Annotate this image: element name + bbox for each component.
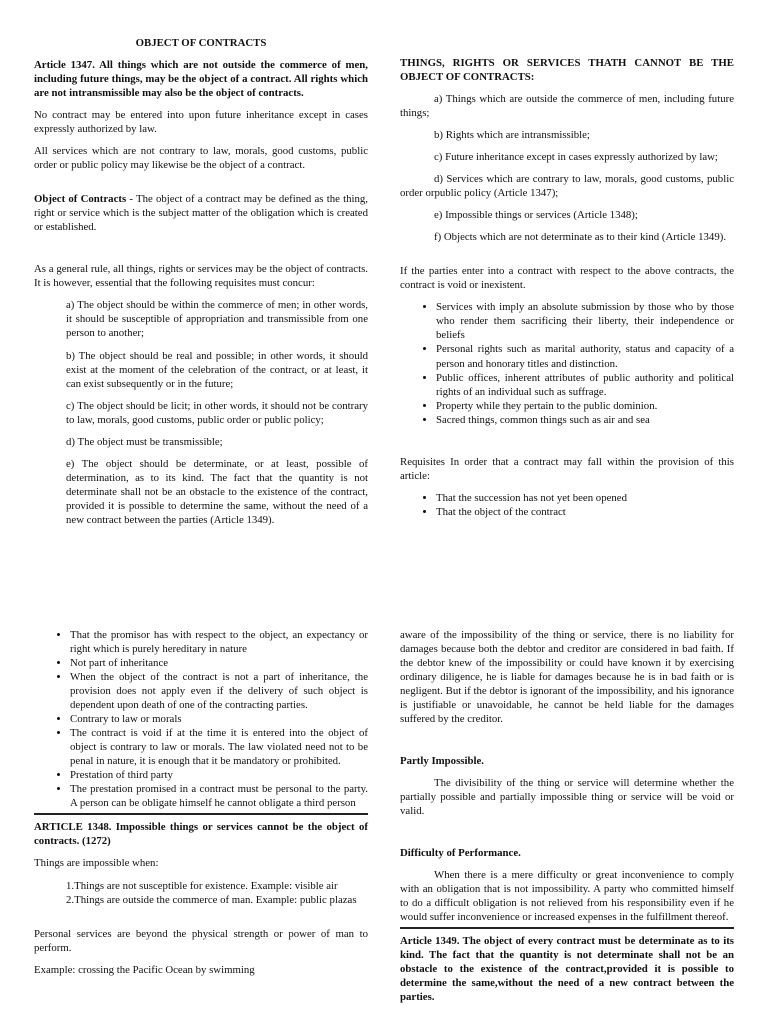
cannot-item-e: e) Impossible things or services (Article 1348); <box>434 209 638 222</box>
page1-left-column <box>34 36 368 535</box>
paragraph-requisites: Requisites In order that a contract may fall within the provision of this article: <box>400 455 734 482</box>
paragraph-example: Example: crossing the Pacific Ocean by swimming <box>34 963 255 976</box>
paragraph-difficulty: When there is a mere difficulty or great inconvenience to comply with an obligation that is not impossibility. A party who committed himself to do a difficult obligation is not relieved from his responsibility even if he would suffer inconvenience or increased expenses in the fulfillment thereof. <box>400 869 734 924</box>
list-item: • That the object of the contract <box>436 505 734 519</box>
section-heading-cannot-be-object: THINGS, RIGHTS OR SERVICES THATH CANNOT BE THE OBJECT OF CONTRACTS: <box>400 57 734 84</box>
list-item: • Prestation of third party <box>70 768 368 782</box>
requisite-a: a) The object should be within the commerce of men; in other words, it should be susceptible of appropriation and transmissible from one person to another; <box>66 299 368 340</box>
bullet-list-continued <box>34 628 368 810</box>
definition-text: - The object of a contract may be defined as the thing, right or service which is the subject matter of the obligation which is created or established. <box>34 193 368 234</box>
bullet-list-requisites <box>400 491 734 519</box>
requisite-c: c) The object should be licit; in other words, it should not be contrary to law, morals, good customs, public order or public policy; <box>66 399 368 426</box>
list-item: • The prestation promised in a contract must be personal to the party. A person can be obligate himself he cannot obligate a third person <box>70 782 368 810</box>
list-item: • Not part of inheritance <box>70 656 368 670</box>
impossible-item-2: 2.Things are outside the commerce of man. Example: public plazas <box>66 893 357 906</box>
heading-partly-impossible: Partly Impossible. <box>400 755 484 768</box>
page1-right-column <box>400 56 734 527</box>
cannot-item-f: f) Objects which are not determinate as to their kind (Article 1349). <box>434 231 727 244</box>
bullet-list-examples <box>400 300 734 426</box>
list-item: • That the promisor has with respect to the object, an expectancy or right which is purely hereditary in nature <box>70 628 368 656</box>
paragraph-general-rule: As a general rule, all things, rights or services may be the object of contracts. It is however, essential that the following requisites must concur: <box>34 263 368 290</box>
impossible-item-1: 1.Things are not susceptible for existence. Example: visible air <box>66 879 338 892</box>
page-title: OBJECT OF CONTRACTS <box>135 37 267 49</box>
divider-line <box>400 927 734 929</box>
page2-left-column <box>34 628 368 985</box>
list-item: • Services with imply an absolute submission by those who by those who render them sacrificing their liberty, their independence or beliefs <box>436 300 734 342</box>
paragraph-impossibility-liability: aware of the impossibility of the thing or service, there is no liability for damages because both the debtor and creditor are considered in bad faith. If the debtor knew of the impossibility or could have known it by exercising ordinary diligence, he is liable for damages because he is in bad faith or is negligent. But if the debtor is ignorant of the impossibility, and his ignorance is justifiable or unavoidable, he cannot be held liable for the damages suffered by the creditor. <box>400 629 734 726</box>
list-item: • The contract is void if at the time it is entered into the object of object is contrary to law or morals. The law violated need not to be penal in nature, it is enough that it be mandatory or prohibited. <box>70 726 368 768</box>
list-item: • When the object of the contract is not a part of inheritance, the provision does not apply even if the delivery of such object is dependent upon death of one of the contracting parties. <box>70 670 368 712</box>
article-1347: Article 1347. All things which are not outside the commerce of men, including future things, may be the object of a contract. All rights which are not intransmissible may also be the object of contracts. <box>34 59 368 100</box>
article-1349: Article 1349. The object of every contract must be determinate as to its kind. The fact that the quantity is not determinate shall not be an obstacle to the existence of the contract,provided it is possible to determine the same,without the need of a new contract between the parties. <box>400 934 734 1003</box>
document-page-2 <box>0 624 768 1024</box>
requisite-b: b) The object should be real and possible; in other words, it should exist at the moment of the celebration of the contract, or at least, it can exist subsequently or in the future; <box>66 349 368 390</box>
paragraph-impossible-when: Things are impossible when: <box>34 857 159 870</box>
page-separator <box>0 612 768 624</box>
article-1348: ARTICLE 1348. Impossible things or services cannot be the object of contracts. (1272) <box>34 821 368 848</box>
definition-object-of-contracts <box>34 192 368 234</box>
paragraph-personal-services: Personal services are beyond the physical strength or power of man to perform. <box>34 927 368 954</box>
cannot-item-b: b) Rights which are intransmissible; <box>434 129 590 142</box>
definition-term: Object of Contracts <box>34 193 127 206</box>
paragraph-services: All services which are not contrary to law, morals, good customs, public order or public policy may likewise be the object of a contract. <box>34 145 368 172</box>
page2-right-column <box>400 628 734 1012</box>
divider-line <box>34 813 368 815</box>
cannot-item-d: d) Services which are contrary to law, morals, good customs, public order orpublic policy (Article 1347); <box>400 173 734 200</box>
paragraph-void-contract: If the parties enter into a contract with respect to the above contracts, the contract is void or inexistent. <box>400 265 734 292</box>
paragraph-future-inheritance: No contract may be entered into upon future inheritance except in cases expressly authorized by law. <box>34 109 368 136</box>
list-item: • Sacred things, common things such as air and sea <box>436 413 734 427</box>
list-item: • Property while they pertain to the public dominion. <box>436 399 734 413</box>
requisite-d: d) The object must be transmissible; <box>66 435 223 448</box>
list-item: • Public offices, inherent attributes of public authority and political rights of an individual such as suffrage. <box>436 371 734 399</box>
cannot-item-c: c) Future inheritance except in cases expressly authorized by law; <box>434 151 718 164</box>
cannot-item-a: a) Things which are outside the commerce of men, including future things; <box>400 93 734 120</box>
list-item: • Personal rights such as marital authority, status and capacity of a person and honorary titles and distinction. <box>436 342 734 370</box>
paragraph-partly-impossible: The divisibility of the thing or service will determine whether the partially possible and partially impossible thing or service will be void or valid. <box>400 777 734 818</box>
requisite-e: e) The object should be determinate, or at least, possible of determination, as to its kind. The fact that the quantity is not determinate shall not be an obstacle to the existence of the contract, provided it is possible to determine the same, without the need of a new contract between the parties (Article 1349). <box>66 457 368 526</box>
heading-difficulty-of-performance: Difficulty of Performance. <box>400 847 521 860</box>
list-item: • That the succession has not yet been opened <box>436 491 734 505</box>
list-item: • Contrary to law or morals <box>70 712 368 726</box>
